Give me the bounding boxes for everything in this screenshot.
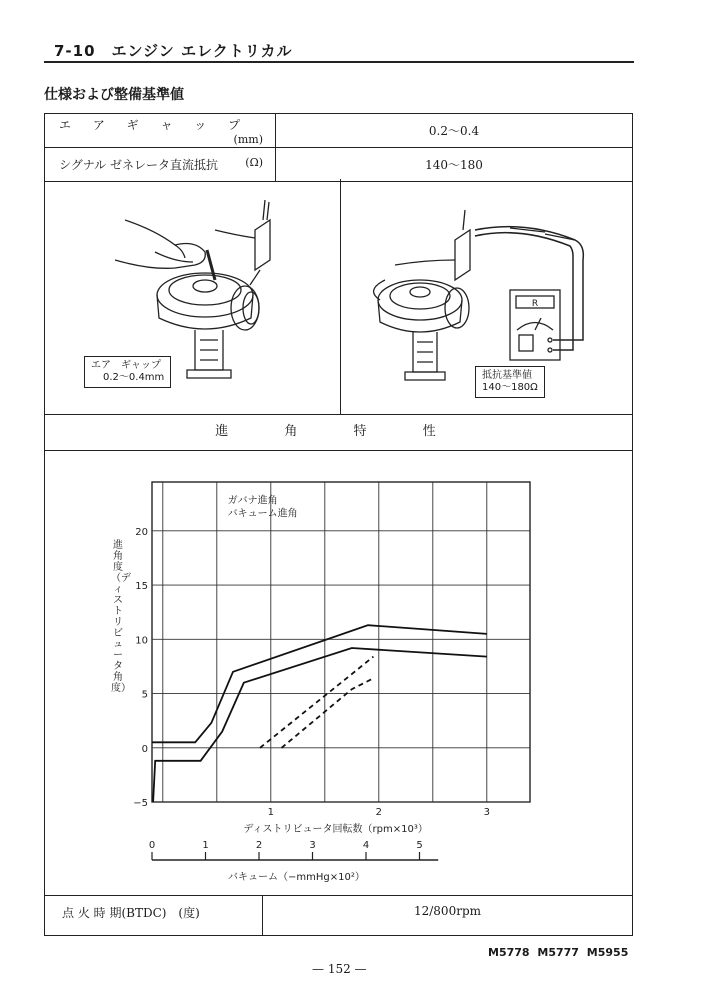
y-tick-label: 0 — [141, 743, 148, 755]
callout-line: 0.2〜0.4mm — [103, 372, 165, 383]
vacuum-advance-line — [282, 678, 374, 748]
page-number: — 152 — — [312, 962, 367, 976]
meter-letter: R — [531, 299, 539, 309]
header-rule — [44, 61, 634, 63]
spec-label: エ ア ギ ャ ッ プ — [59, 117, 250, 132]
air-gap-callout — [84, 356, 171, 388]
ignition-timing-value: 12/800rpm — [413, 904, 481, 918]
chart-frame — [152, 482, 530, 802]
vacuum-tick-label: 5 — [416, 840, 423, 851]
spec-unit: (Ω) — [245, 156, 263, 169]
y-tick-label: 20 — [135, 526, 148, 538]
vacuum-advance-line — [260, 657, 373, 748]
governor-advance-line — [153, 648, 487, 802]
advance-characteristics-title: 進 角 特 性 — [215, 424, 462, 439]
resistance-callout — [475, 366, 545, 398]
spec-value: 140〜180 — [276, 148, 633, 182]
callout-line: 140〜180Ω — [482, 382, 538, 393]
section-divider — [44, 895, 633, 896]
chart-y-label: 進角度（ディストリビュータ角度） — [111, 540, 131, 694]
vacuum-tick-label: 2 — [255, 840, 263, 851]
vacuum-tick-label: 1 — [202, 840, 209, 851]
spec-label: シグナル ゼネレータ直流抵抗 — [59, 158, 218, 172]
vacuum-tick-label: 3 — [309, 840, 316, 851]
x-tick-label: 2 — [375, 807, 382, 818]
page-title: 仕様および整備基準値 — [44, 87, 184, 103]
callout-line: エア ギャップ — [91, 360, 161, 371]
callout-line: 抵抗基準値 — [482, 370, 532, 381]
spec-unit: (mm) — [233, 132, 263, 146]
legend-label: バキューム進角 — [227, 508, 298, 520]
vacuum-tick-label: 4 — [362, 840, 370, 851]
y-tick-label: 5 — [141, 689, 148, 701]
spec-table — [44, 113, 633, 182]
x-axis-label: ディストリビュータ回転数（rpm×10³） — [243, 824, 428, 835]
x-tick-label: 3 — [483, 807, 490, 818]
x-tick-label: 1 — [267, 807, 274, 818]
advance-chart — [130, 470, 550, 890]
governor-advance-line — [152, 625, 487, 742]
ignition-timing-label: 点 火 時 期(BTDC) (度) — [62, 906, 200, 920]
section-header: 7-10 エンジン エレクトリカル — [54, 42, 293, 60]
vacuum-tick-label: 0 — [148, 840, 156, 851]
legend-label: ガバナ進角 — [227, 495, 278, 507]
y-tick-label: −5 — [133, 798, 148, 809]
y-tick-label: 15 — [135, 581, 148, 593]
figure-codes: M5778 M5777 M5955 — [488, 946, 629, 959]
spec-row-air-gap — [45, 114, 633, 148]
section-divider — [44, 450, 633, 451]
y-tick-label: 10 — [135, 635, 148, 647]
spec-value: 0.2〜0.4 — [276, 114, 633, 148]
vacuum-axis-label: バキューム（−mmHg×10²） — [228, 872, 365, 883]
figure-divider — [340, 179, 341, 414]
spec-row-resistance — [45, 148, 633, 182]
